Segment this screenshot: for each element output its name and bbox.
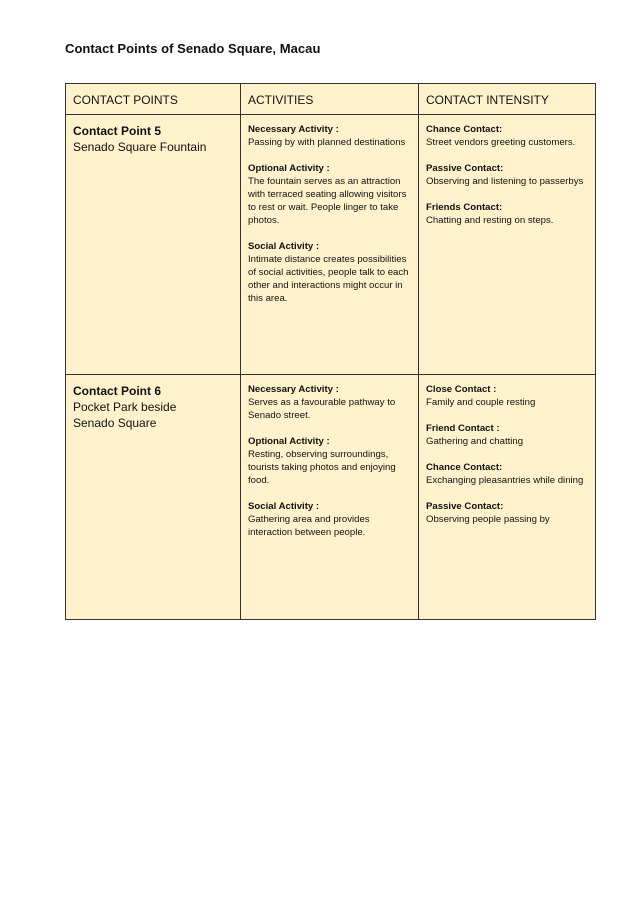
activity-label: Optional Activity : [248,436,330,447]
activity-label: Social Activity : [248,501,320,512]
header-label: ACTIVITIES [248,93,314,107]
activity-block [248,383,412,422]
activity-text: Resting, observing surroundings, tourists taking photos and enjoying food. [248,449,396,486]
intensity-label: Passive Contact: [426,501,504,512]
header-label: CONTACT INTENSITY [426,93,549,107]
contact-point-title: Contact Point 5 [73,124,162,138]
activities-cell [241,115,419,375]
intensity-text: Exchanging pleasantries while dining [426,475,584,486]
contact-intensity-cell [419,375,596,620]
activity-text: Passing by with planned destinations [248,137,406,148]
intensity-block [426,461,589,487]
intensity-label: Chance Contact: [426,124,503,135]
intensity-block [426,201,589,227]
intensity-label: Friend Contact : [426,423,500,434]
contact-point-name: Senado Square Fountain [73,140,207,154]
contact-points-table [65,83,596,620]
activity-block [248,162,412,227]
activity-text: The fountain serves as an attraction with terraced seating allowing visitors to rest or wait. People linger to take photos. [248,176,407,226]
intensity-label: Close Contact : [426,384,497,395]
contact-intensity-cell [419,115,596,375]
activity-text: Serves as a favourable pathway to Senado street. [248,397,396,421]
intensity-block [426,500,589,526]
contact-point-cell [66,375,241,620]
contact-point-cell [66,115,241,375]
activity-label: Optional Activity : [248,163,330,174]
header-activities [241,84,419,115]
intensity-block [426,422,589,448]
intensity-block [426,383,589,409]
table-row [66,115,596,375]
intensity-text: Chatting and resting on steps. [426,215,554,226]
intensity-text: Observing people passing by [426,514,550,525]
intensity-text: Gathering and chatting [426,436,524,447]
table-header-row [66,84,596,115]
intensity-label: Chance Contact: [426,462,503,473]
intensity-block [426,162,589,188]
header-contact-intensity [419,84,596,115]
activity-text: Intimate distance creates possibilities of social activities, people talk to each other and interactions might occur in this area. [248,254,409,304]
intensity-text: Street vendors greeting customers. [426,137,576,148]
activity-label: Necessary Activity : [248,124,339,135]
intensity-label: Passive Contact: [426,163,504,174]
intensity-label: Friends Contact: [426,202,503,213]
activity-text: Gathering area and provides interaction between people. [248,514,370,538]
activity-block [248,500,412,539]
activity-block [248,123,412,149]
intensity-text: Family and couple resting [426,397,536,408]
activity-block [248,435,412,487]
activity-block [248,240,412,305]
intensity-block [426,123,589,149]
contact-point-title: Contact Point 6 [73,384,162,398]
header-label: CONTACT POINTS [73,93,178,107]
page-title: Contact Points of Senado Square, Macau [65,41,321,56]
contact-point-name: Pocket Park beside Senado Square [73,400,177,430]
table-row [66,375,596,620]
activity-label: Social Activity : [248,241,320,252]
header-contact-points [66,84,241,115]
activity-label: Necessary Activity : [248,384,339,395]
activities-cell [241,375,419,620]
intensity-text: Observing and listening to passerbys [426,176,584,187]
